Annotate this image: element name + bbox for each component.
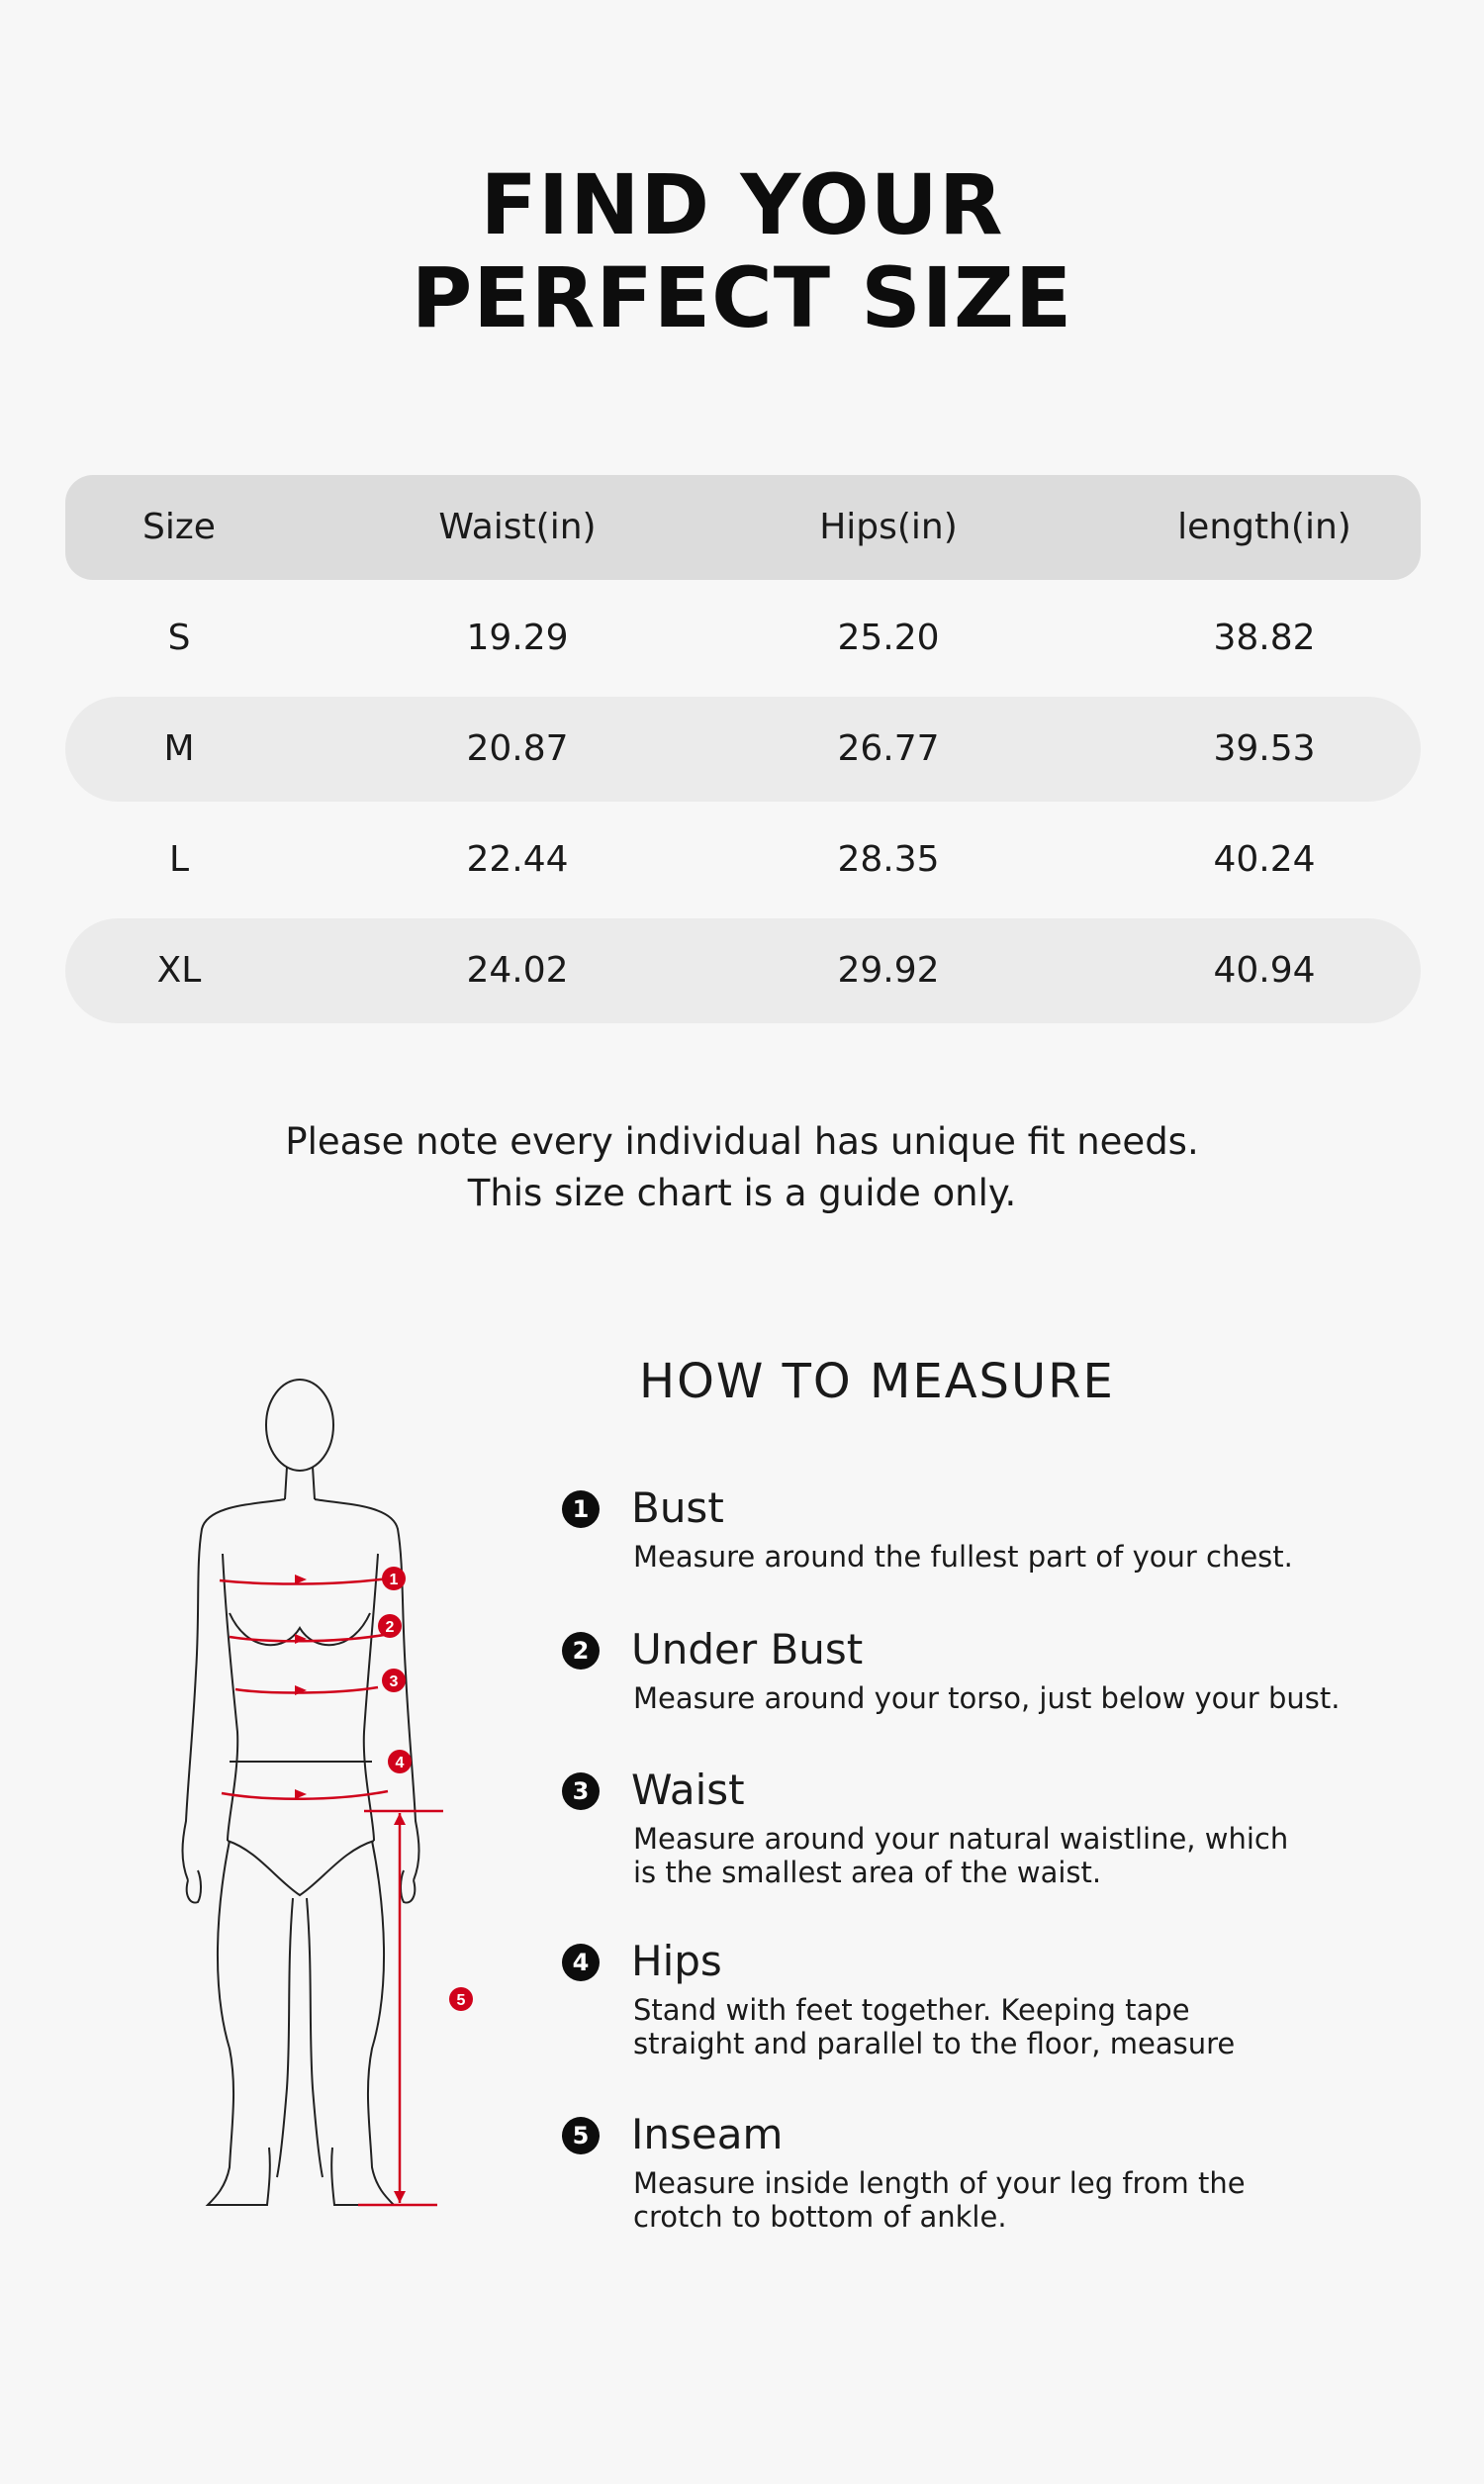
step-description-line: Measure around your natural waistline, which [633, 1822, 1289, 1856]
step-name: Waist [631, 1766, 745, 1814]
header-size: Size [142, 507, 216, 547]
cell-hips: 25.20 [837, 618, 940, 658]
step-name: Under Bust [631, 1625, 864, 1673]
step-description [633, 1822, 1326, 1889]
cell-waist: 24.02 [466, 950, 569, 991]
marker-1 [382, 1567, 406, 1590]
header-waist: Waist(in) [438, 507, 597, 547]
step-description-line: Measure inside length of your leg from the [633, 2166, 1246, 2200]
marker-3 [382, 1669, 406, 1692]
cell-length: 38.82 [1213, 618, 1316, 658]
cell-hips: 28.35 [837, 839, 940, 880]
note-line-2: This size chart is a guide only. [467, 1172, 1017, 1214]
note-line-1: Please note every individual has unique fit needs. [285, 1120, 1199, 1163]
step-description [633, 1993, 1326, 2060]
step-number-badge: 1 [562, 1490, 600, 1528]
step-number-badge: 4 [562, 1944, 600, 1981]
cell-waist: 22.44 [466, 839, 569, 880]
svg-text:4: 4 [395, 1755, 405, 1771]
step-description [633, 2166, 1326, 2234]
cell-size: S [167, 618, 191, 658]
svg-text:3: 3 [389, 1673, 399, 1690]
step-description-line: is the smallest area of the waist. [633, 1856, 1102, 1889]
cell-waist: 20.87 [466, 728, 569, 769]
page-title [0, 158, 1484, 344]
cell-size: L [168, 839, 190, 880]
marker-2 [378, 1614, 402, 1638]
step-name: Hips [631, 1937, 722, 1985]
step-number-badge: 3 [562, 1772, 600, 1810]
size-table [65, 475, 1421, 1023]
step-number-badge: 2 [562, 1632, 600, 1670]
cell-hips: 26.77 [837, 728, 940, 769]
cell-hips: 29.92 [837, 950, 940, 991]
cell-length: 40.94 [1213, 950, 1316, 991]
title-line-1: FIND YOUR [480, 156, 1004, 253]
table-row [65, 808, 1421, 912]
cell-waist: 19.29 [466, 618, 569, 658]
header-hips: Hips(in) [819, 507, 958, 547]
step-description-line: Measure around your torso, just below your bust. [633, 1681, 1341, 1715]
step-name: Inseam [631, 2110, 784, 2158]
marker-5 [449, 1987, 473, 2011]
step-name: Bust [631, 1483, 724, 1532]
cell-size: M [163, 728, 195, 769]
marker-4 [388, 1750, 412, 1773]
svg-text:5: 5 [456, 1992, 466, 2009]
how-to-measure-title: HOW TO MEASURE [639, 1354, 1115, 1409]
step-description [633, 1681, 1341, 1715]
fit-note [0, 1116, 1484, 1219]
table-row [65, 586, 1421, 691]
table-row [65, 918, 1421, 1023]
step-description [633, 1540, 1326, 1574]
cell-length: 40.24 [1213, 839, 1316, 880]
header-length: length(in) [1177, 507, 1351, 547]
step-description-line: Stand with feet together. Keeping tape [633, 1993, 1190, 2027]
svg-text:1: 1 [389, 1572, 399, 1588]
step-number-badge: 5 [562, 2117, 600, 2154]
table-row [65, 697, 1421, 802]
svg-text:2: 2 [385, 1619, 395, 1636]
body-figure-illustration [168, 1356, 485, 2227]
step-description-line: straight and parallel to the floor, measure [633, 2027, 1236, 2060]
cell-size: XL [156, 950, 202, 991]
step-description-line: crotch to bottom of ankle. [633, 2200, 1007, 2234]
title-line-2: PERFECT SIZE [411, 249, 1073, 346]
cell-length: 39.53 [1213, 728, 1316, 769]
step-description-line: Measure around the fullest part of your chest. [633, 1540, 1293, 1574]
table-header-row [65, 475, 1421, 580]
